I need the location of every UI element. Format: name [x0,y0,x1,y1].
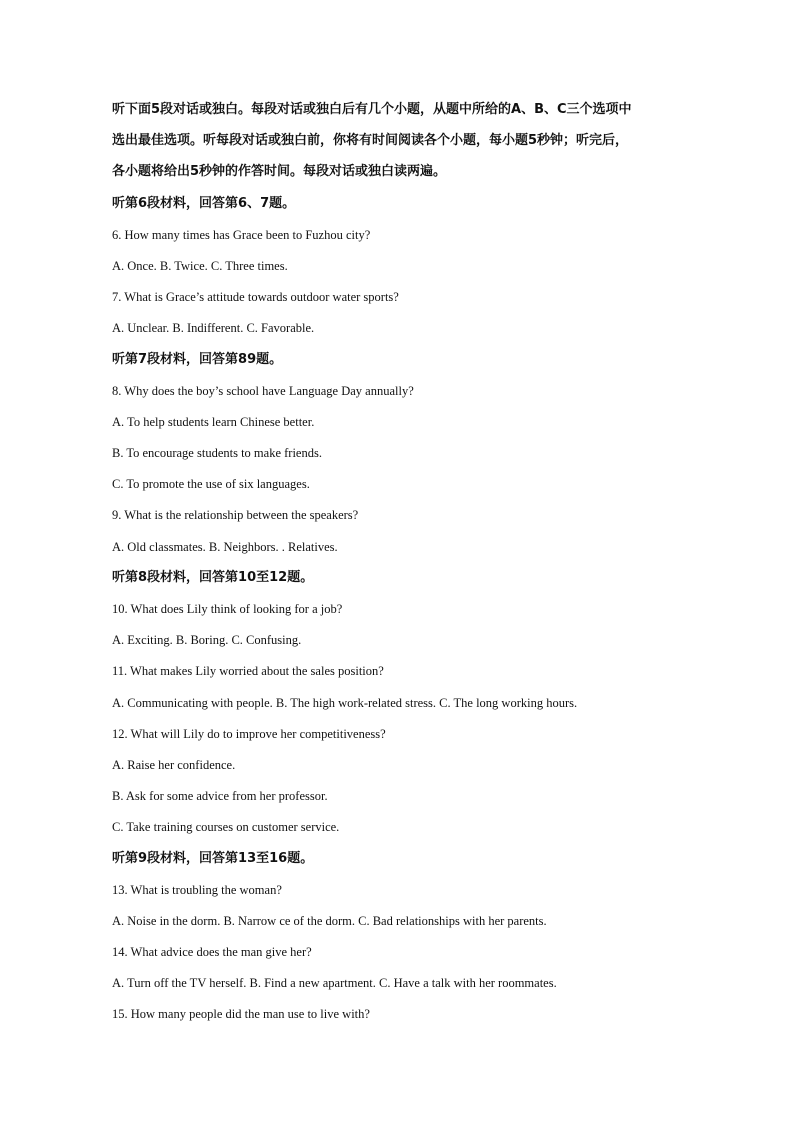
question-9: 9. What is the relationship between the speakers? [112,508,359,523]
instructions-line-3: 各小题将给出5秒钟的作答时间。每段对话或独白读两遍。 [112,164,447,180]
option-8b: B. To encourage students to make friends. [112,446,322,461]
options-10: A. Exciting. B. Boring. C. Confusing. [112,633,302,648]
question-12: 12. What will Lily do to improve her competitiveness? [112,726,386,741]
option-8a: A. To help students learn Chinese better. [112,414,315,429]
question-15: 15. How many people did the man use to live with? [112,1007,370,1022]
section-heading-8: 听第8段材料，回答第10至12题。 [112,569,314,585]
section-heading-6: 听第6段材料，回答第6、7题。 [112,195,296,211]
option-12c: C. Take training courses on customer service. [112,820,340,835]
question-10: 10. What does Lily think of looking for a job? [112,602,343,616]
options-11: A. Communicating with people. B. The high work-related stress. C. The long working hours. [112,695,578,710]
question-8: 8. Why does the boy’s school have Language Day annually? [112,383,414,398]
option-8c: C. To promote the use of six languages. [112,477,310,492]
options-13: A. Noise in the dorm. B. Narrow ce of the dorm. C. Bad relationships with her parents. [112,913,547,928]
options-7: A. Unclear. B. Indifferent. C. Favorable. [112,321,315,336]
question-11: 11. What makes Lily worried about the sales position? [112,664,384,679]
section-heading-7: 听第7段材料，回答第89题。 [112,351,283,367]
question-13: 13. What is troubling the woman? [112,882,282,897]
document-content [112,98,692,1034]
option-12b: B. Ask for some advice from her professor. [112,789,328,804]
instructions-line-1: 听下面5段对话或独白。每段对话或独白后有几个小题，从题中所给的A、B、C三个选项中 [112,102,632,117]
options-9: A. Old classmates. B. Neighbors. . Relatives. [112,539,338,554]
options-6: A. Once. B. Twice. C. Three times. [112,258,288,273]
option-12a: A. Raise her confidence. [112,757,236,772]
question-7: 7. What is Grace’s attitude towards outdoor water sports? [112,290,399,305]
section-heading-9: 听第9段材料，回答第13至16题。 [112,850,314,866]
question-6: 6. How many times has Grace been to Fuzhou city? [112,227,371,242]
instructions-line-2: 选出最佳选项。听每段对话或独白前，你将有时间阅读各个小题，每小题5秒钟；听完后， [112,133,629,149]
options-14: A. Turn off the TV herself. B. Find a new apartment. C. Have a talk with her roommates. [112,976,557,991]
question-14: 14. What advice does the man give her? [112,945,312,960]
